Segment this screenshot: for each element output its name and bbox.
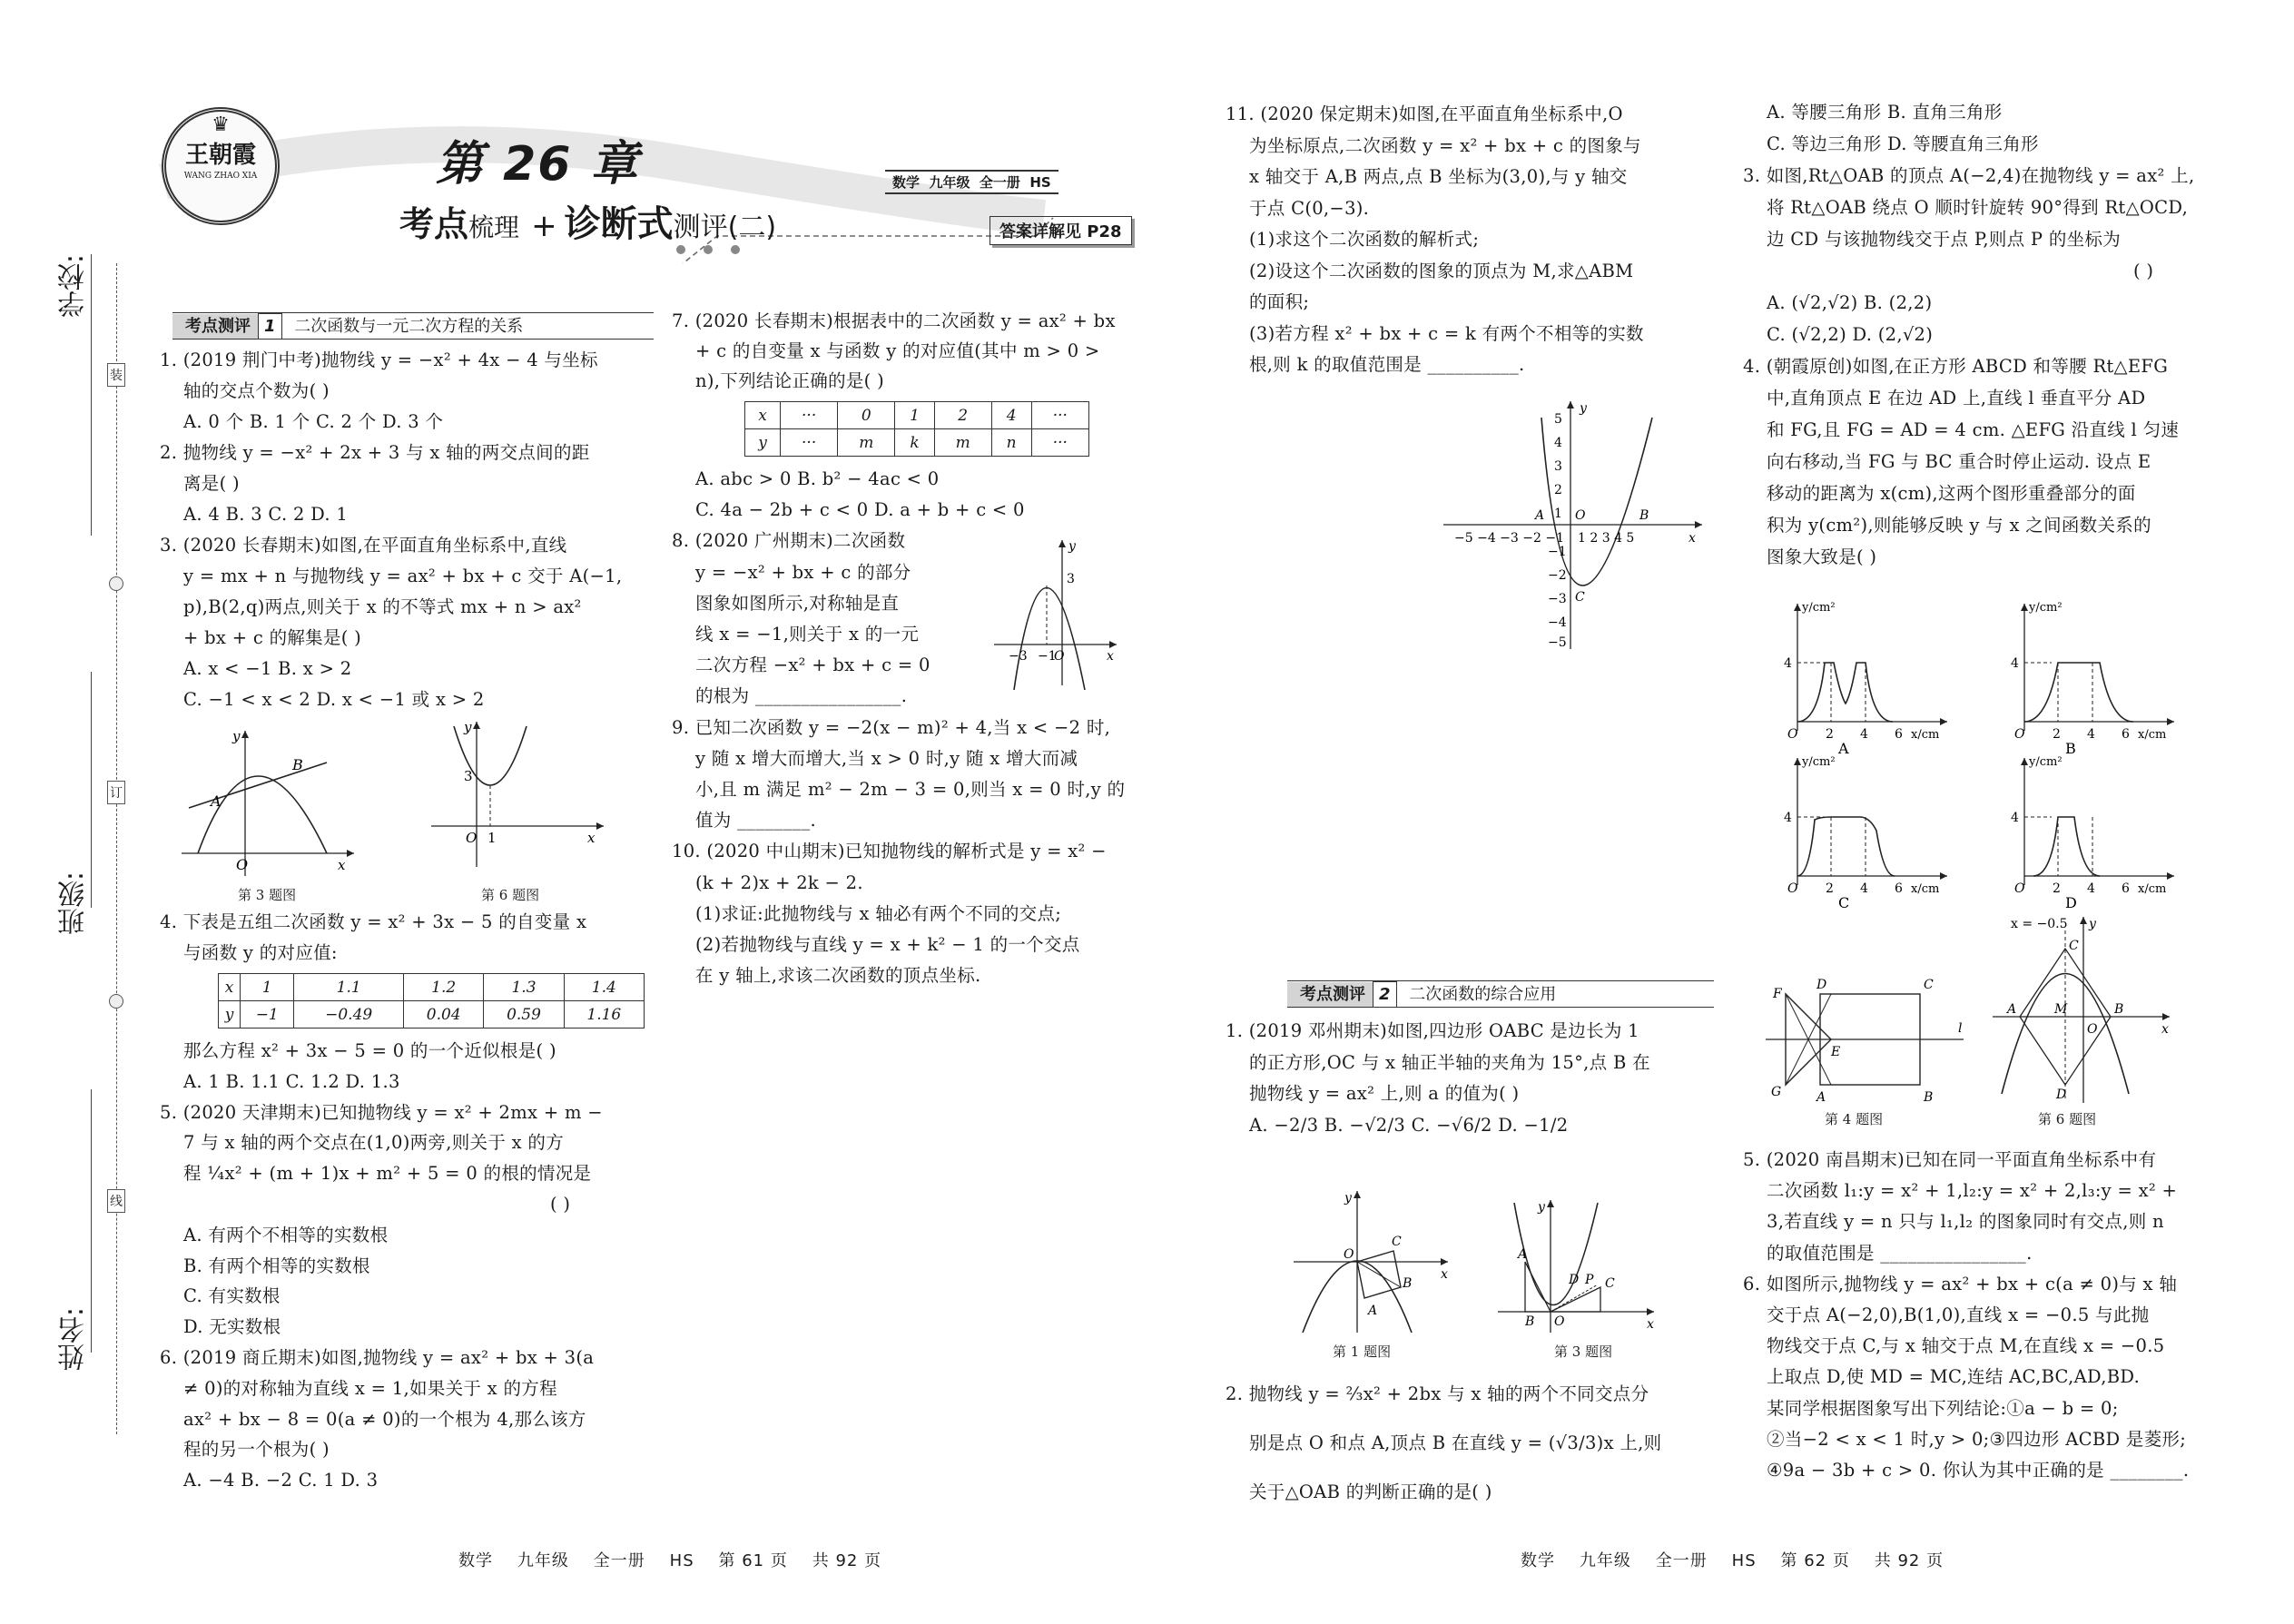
svg-text:B: B <box>1639 508 1649 523</box>
svg-text:O: O <box>1054 649 1065 664</box>
text-line: 二次函数 l₁:y = x² + 1,l₂:y = x² + 2,l₃:y = x² + <box>1767 1180 2178 1202</box>
text-line: A. 1 B. 1.1 C. 1.2 D. 1.3 <box>183 1070 400 1092</box>
text-line: A. 有两个不相等的实数根 <box>183 1224 389 1245</box>
svg-text:A: A <box>1518 1247 1528 1262</box>
text-line: 向右移动,当 FG 与 BC 重合时停止运动. 设点 E <box>1767 451 2151 472</box>
q7-cell: x <box>745 402 781 429</box>
text-line: ( ) <box>2133 261 2154 281</box>
text-line: A. −2/3 B. −√2/3 C. −√6/2 D. −1/2 <box>1249 1114 1569 1136</box>
svg-text:1: 1 <box>1554 507 1562 521</box>
text-line: D. 无实数根 <box>183 1316 281 1338</box>
text-line: A. 等腰三角形 B. 直角三角形 <box>1767 102 2003 123</box>
logo-badge <box>162 107 280 225</box>
text-line: y = mx + n 与抛物线 y = ax² + bx + c 交于 A(−1, <box>183 566 623 586</box>
svg-text:B: B <box>292 756 303 773</box>
text-line: (2)设这个二次函数的图象的顶点为 M,求△ABM <box>1249 260 1634 281</box>
q4-cell: −0.49 <box>294 1001 404 1029</box>
q4-x-axis-label: x/cm <box>2138 882 2167 896</box>
svg-text:A: A <box>1816 1090 1826 1103</box>
svg-text:x: x <box>587 830 596 846</box>
section-1-title: 二次函数与一元二次方程的关系 <box>294 317 524 336</box>
svg-text:O: O <box>1554 1314 1565 1329</box>
binding-mark-1: 装 <box>107 363 125 387</box>
text-line: 值为 ________. <box>695 810 816 832</box>
text-line: 于点 C(0,−3). <box>1249 197 1370 219</box>
logo-crown-icon: ♛ <box>212 113 230 136</box>
text-line: ax² + bx − 8 = 0(a ≠ 0)的一个根为 4,那么该方 <box>183 1408 586 1430</box>
svg-text:3: 3 <box>1554 459 1562 474</box>
q4-y-axis-label: y/cm² <box>2029 601 2063 615</box>
text-line: y = −x² + bx + c 的部分 <box>695 561 911 583</box>
q4-y-axis-label: y/cm² <box>1802 601 1836 615</box>
svg-text:2: 2 <box>1826 881 1834 896</box>
text-line: 与函数 y 的对应值: <box>183 942 338 963</box>
section-bar-1 <box>172 312 654 340</box>
svg-text:6: 6 <box>1895 881 1903 896</box>
subtitle-part-b: 梳理 <box>468 212 520 242</box>
text-line: 某同学根据图象写出下列结论:①a − b = 0; <box>1767 1397 2119 1419</box>
svg-text:A: A <box>2007 1002 2017 1017</box>
text-line: 的取值范围是 ________________. <box>1767 1242 2033 1264</box>
text-line: 在 y 轴上,求该二次函数的顶点坐标. <box>695 965 981 987</box>
text-line: y 随 x 增大而增大,当 x > 0 时,y 随 x 增大而减 <box>695 747 1078 769</box>
chapter-title: 第 26 章 <box>436 137 640 192</box>
svg-text:y: y <box>1538 1200 1545 1215</box>
text-line: 图象大致是( ) <box>1767 546 1877 567</box>
svg-text:3: 3 <box>1067 572 1075 586</box>
school-blank-line <box>91 254 92 536</box>
svg-text:O: O <box>2014 727 2025 742</box>
svg-text:x: x <box>1441 1267 1448 1282</box>
svg-text:4: 4 <box>2011 811 2019 825</box>
text-line: 2. 抛物线 y = −x² + 2x + 3 与 x 轴的两交点间的距 <box>160 442 590 463</box>
text-line: 关于△OAB 的判断正确的是( ) <box>1249 1481 1492 1502</box>
s2-q1-figure <box>1294 1189 1457 1334</box>
text-line: 别是点 O 和点 A,顶点 B 在直线 y = (√3/3)x 上,则 <box>1249 1432 1662 1453</box>
svg-text:−2: −2 <box>1548 568 1567 583</box>
school-label: 学校: <box>58 254 90 319</box>
svg-text:C: C <box>1575 590 1585 605</box>
subtitle-plus: + <box>531 208 557 244</box>
svg-text:O: O <box>1787 727 1798 742</box>
q4-cell: x <box>219 974 241 1001</box>
svg-text:y: y <box>2089 917 2096 931</box>
svg-text:O: O <box>2087 1022 2098 1037</box>
text-line: ②当−2 < x < 1 时,y > 0;③四边形 ACBD 是菱形; <box>1767 1428 2187 1450</box>
text-line: (1)求这个二次函数的解析式; <box>1249 229 1480 250</box>
q8-figure <box>994 536 1121 690</box>
q11-figure <box>1443 399 1716 654</box>
q6b-caption: 第 6 题图 <box>2038 1111 2097 1127</box>
q7-cell: y <box>745 429 781 457</box>
text-line: (2)若抛物线与直线 y = x + k² − 1 的一个交点 <box>695 934 1080 955</box>
q7-value-table <box>744 401 1089 457</box>
subtitle-part-a: 考点 <box>399 204 469 244</box>
svg-text:O: O <box>466 830 478 846</box>
text-line: 为坐标原点,二次函数 y = x² + bx + c 的图象与 <box>1249 134 1641 156</box>
svg-text:−1: −1 <box>1038 649 1057 664</box>
q7-cell: 1 <box>895 402 934 429</box>
q6-caption: 第 6 题图 <box>481 887 540 903</box>
text-line: 程的另一个根为( ) <box>183 1439 330 1461</box>
svg-text:O: O <box>1575 508 1586 523</box>
q11-x-ticks-right: 1 2 3 4 5 <box>1578 531 1635 546</box>
svg-text:O: O <box>1787 881 1798 896</box>
text-line: 10. (2020 中山期末)已知抛物线的解析式是 y = x² − <box>672 841 1107 862</box>
s2-q1-caption: 第 1 题图 <box>1333 1343 1392 1360</box>
text-line: 3. 如图,Rt△OAB 的顶点 A(−2,4)在抛物线 y = ax² 上, <box>1743 165 2195 186</box>
binding-dashed-line <box>116 263 117 1434</box>
text-line: C. (√2,2) D. (2,√2) <box>1767 324 1934 345</box>
text-line: 根,则 k 的取值范围是 __________. <box>1249 354 1525 375</box>
q4-cell: 1.2 <box>404 974 484 1001</box>
s2-q3-figure <box>1498 1198 1661 1334</box>
q4-option-letter: A <box>1838 740 1849 753</box>
svg-text:y: y <box>1580 401 1587 416</box>
section-2-number: 2 <box>1373 981 1397 1008</box>
section-bar-2 <box>1287 980 1714 1008</box>
q4-cell: 1.16 <box>564 1001 644 1029</box>
text-line: 那么方程 x² + 3x − 5 = 0 的一个近似根是( ) <box>183 1040 556 1061</box>
svg-text:F: F <box>1773 987 1782 1001</box>
text-line: 的根为 ________________. <box>695 685 908 707</box>
svg-text:−5: −5 <box>1548 635 1567 650</box>
q7-table-row-x <box>745 402 1089 429</box>
text-line: 线 x = −1,则关于 x 的一元 <box>695 624 920 645</box>
text-line: C. 等边三角形 D. 等腰直角三角形 <box>1767 133 2039 154</box>
svg-text:C: C <box>1605 1276 1615 1291</box>
text-line: 5. (2020 南昌期末)已知在同一平面直角坐标系中有 <box>1743 1149 2157 1170</box>
q7-cell: ··· <box>781 402 838 429</box>
text-line: 和 FG,且 FG = AD = 4 cm. △EFG 沿直线 l 匀速 <box>1767 419 2180 440</box>
q4-table-row-y <box>219 1001 645 1029</box>
text-line: 2. 抛物线 y = ⅔x² + 2bx 与 x 轴的两个不同交点分 <box>1226 1383 1649 1404</box>
q4-option-graph-C <box>1784 749 1956 908</box>
svg-text:C: C <box>1392 1235 1402 1249</box>
text-line: 8. (2020 广州期末)二次函数 <box>672 530 906 552</box>
text-line: 9. 已知二次函数 y = −2(x − m)² + 4,当 x < −2 时, <box>672 716 1111 738</box>
q4-y-axis-label: y/cm² <box>1802 755 1836 769</box>
section-2-title: 二次函数的综合应用 <box>1409 985 1557 1004</box>
text-line: 的面积; <box>1249 291 1310 312</box>
q4-caption: 第 4 题图 <box>1825 1111 1884 1127</box>
svg-text:A: A <box>211 792 222 810</box>
svg-text:C: C <box>2069 939 2079 953</box>
svg-text:P: P <box>1585 1273 1594 1287</box>
svg-text:O: O <box>1344 1247 1354 1262</box>
q4-cell: 1.3 <box>484 974 564 1001</box>
text-line: p),B(2,q)两点,则关于 x 的不等式 mx + n > ax² <box>183 596 582 617</box>
binding-mark-3: 线 <box>107 1189 125 1213</box>
svg-text:A: A <box>1368 1304 1378 1318</box>
svg-text:4: 4 <box>1860 727 1868 742</box>
q4-cell: 1.1 <box>294 974 404 1001</box>
text-line: 程 ¼x² + (m + 1)x + m² + 5 = 0 的根的情况是 <box>183 1163 592 1185</box>
text-line: B. 有两个相等的实数根 <box>183 1255 370 1276</box>
q7-cell: ··· <box>781 429 838 457</box>
text-line: C. −1 < x < 2 D. x < −1 或 x > 2 <box>183 689 485 710</box>
text-line: (3)若方程 x² + bx + c = k 有两个不相等的实数 <box>1249 322 1644 344</box>
text-line: 7 与 x 轴的两个交点在(1,0)两旁,则关于 x 的方 <box>183 1132 565 1154</box>
section-1-tag: 考点测评 <box>172 314 263 339</box>
section-2-tag: 考点测评 <box>1287 982 1378 1007</box>
text-line: A. 4 B. 3 C. 2 D. 1 <box>183 504 349 525</box>
q4-square-figure <box>1766 976 1974 1103</box>
svg-text:6: 6 <box>2122 881 2130 896</box>
svg-text:2: 2 <box>1554 483 1562 497</box>
svg-text:l: l <box>1958 1021 1963 1036</box>
text-line: 11. (2020 保定期末)如图,在平面直角坐标系中,O <box>1226 103 1623 124</box>
logo-subtext: WANG ZHAO XIA <box>183 172 258 181</box>
footer-left: 数学 九年级 全一册 HS 第 61 页 共 92 页 <box>458 1551 882 1570</box>
text-line: 5. (2020 天津期末)已知抛物线 y = x² + 2mx + m − <box>160 1101 603 1123</box>
subtitle-part-e: 测评(二) <box>673 212 777 243</box>
svg-text:x: x <box>1647 1317 1654 1332</box>
svg-text:x: x <box>1107 649 1114 664</box>
q6-figure <box>431 717 613 871</box>
q4-cell: −1 <box>241 1001 294 1029</box>
q4-cell: 1 <box>241 974 294 1001</box>
text-line: A. (√2,√2) B. (2,2) <box>1767 292 1933 313</box>
svg-text:D: D <box>2056 1088 2067 1102</box>
text-line: 离是( ) <box>183 473 240 494</box>
q7-cell: k <box>895 429 934 457</box>
section-1-number: 1 <box>258 313 282 340</box>
svg-text:4: 4 <box>1784 656 1792 671</box>
section-subtitle <box>399 195 776 247</box>
q4-x-axis-label: x/cm <box>1911 728 1940 742</box>
svg-text:2: 2 <box>2053 881 2061 896</box>
text-line: 上取点 D,使 MD = MC,连结 AC,BC,AD,BD. <box>1767 1366 2141 1388</box>
text-line: A. x < −1 B. x > 2 <box>183 658 352 679</box>
binding-hole-1 <box>109 576 123 591</box>
svg-text:4: 4 <box>1784 811 1792 825</box>
text-line: 中,直角顶点 E 在边 AD 上,直线 l 垂直平分 AD <box>1767 388 2146 408</box>
text-line: 移动的距离为 x(cm),这两个图形重叠部分的面 <box>1767 483 2136 504</box>
svg-text:A: A <box>1535 508 1545 523</box>
svg-text:x: x <box>1689 531 1696 546</box>
text-line: (k + 2)x + 2k − 2. <box>695 871 863 893</box>
svg-text:6: 6 <box>2122 727 2130 742</box>
text-line: x 轴交于 A,B 两点,点 B 坐标为(3,0),与 y 轴交 <box>1249 166 1628 187</box>
svg-text:4: 4 <box>1860 881 1868 896</box>
q4-y-axis-label: y/cm² <box>2029 755 2063 769</box>
text-line: ( ) <box>550 1194 571 1215</box>
binding-mark-2: 订 <box>107 781 125 804</box>
svg-text:5: 5 <box>1554 412 1562 427</box>
svg-text:1: 1 <box>487 830 497 846</box>
q4-cell: y <box>219 1001 241 1029</box>
q4-option-letter: C <box>1838 894 1850 908</box>
svg-text:D: D <box>1569 1273 1580 1287</box>
text-line: 交于点 A(−2,0),B(1,0),直线 x = −0.5 与此抛 <box>1767 1304 2150 1325</box>
text-line: ≠ 0)的对称轴为直线 x = 1,如果关于 x 的方程 <box>183 1377 557 1399</box>
text-line: A. abc > 0 B. b² − 4ac < 0 <box>695 468 940 489</box>
q7-cell: 2 <box>934 402 991 429</box>
svg-text:D: D <box>1816 978 1827 992</box>
q7-cell: 4 <box>991 402 1031 429</box>
text-line: + c 的自变量 x 与函数 y 的对应值(其中 m > 0 > <box>695 340 1100 361</box>
q4-table-row-x <box>219 974 645 1001</box>
s2-q3-caption: 第 3 题图 <box>1554 1343 1613 1360</box>
svg-text:2: 2 <box>1826 727 1834 742</box>
name-label: 姓名: <box>58 1307 90 1372</box>
svg-text:−1: −1 <box>1548 545 1567 559</box>
svg-text:4: 4 <box>2087 881 2095 896</box>
text-line: 小,且 m 满足 m² − 2m − 3 = 0,则当 x = 0 时,y 的 <box>695 779 1126 800</box>
svg-text:y: y <box>1068 539 1076 554</box>
logo-text: 王朝霞 <box>184 142 256 169</box>
q7-cell: ··· <box>1031 429 1088 457</box>
q4-cell: 0.04 <box>404 1001 484 1029</box>
text-line: 4. 下表是五组二次函数 y = x² + 3x − 5 的自变量 x <box>160 911 587 932</box>
svg-text:−4: −4 <box>1548 615 1567 630</box>
q4-x-axis-label: x/cm <box>1911 882 1940 896</box>
text-line: 抛物线 y = ax² 上,则 a 的值为( ) <box>1249 1083 1520 1104</box>
svg-text:3: 3 <box>464 768 473 784</box>
svg-text:−3: −3 <box>1548 592 1567 606</box>
svg-text:y: y <box>464 719 472 735</box>
q6-rhombus-figure <box>1993 908 2174 1107</box>
text-line: 1. (2019 荆门中考)抛物线 y = −x² + 4x − 4 与坐标 <box>160 349 598 370</box>
text-line: 6. 如图所示,抛物线 y = ax² + bx + c(a ≠ 0)与 x 轴 <box>1743 1273 2178 1294</box>
q4-cell: 0.59 <box>484 1001 564 1029</box>
svg-text:B: B <box>2114 1002 2124 1017</box>
text-line: (1)求证:此抛物线与 x 轴必有两个不同的交点; <box>695 902 1062 924</box>
text-line: 边 CD 与该抛物线交于点 P,则点 P 的坐标为 <box>1767 229 2122 250</box>
q6-line-label: x = −0.5 <box>2011 917 2068 931</box>
text-line: 图象如图所示,对称轴是直 <box>695 592 900 614</box>
svg-text:4: 4 <box>2011 656 2019 671</box>
q7-table-row-y <box>745 429 1089 457</box>
text-line: 4. (朝霞原创)如图,在正方形 ABCD 和等腰 Rt△EFG <box>1743 356 2169 377</box>
q7-cell: n <box>991 429 1031 457</box>
svg-text:G: G <box>1771 1085 1782 1099</box>
footer-right: 数学 九年级 全一册 HS 第 62 页 共 92 页 <box>1521 1551 1944 1570</box>
q11-x-ticks-left: −5 −4 −3 −2 −1 <box>1454 531 1564 546</box>
svg-text:B: B <box>1403 1276 1413 1291</box>
q4-value-table <box>218 973 645 1029</box>
text-line: A. 0 个 B. 1 个 C. 2 个 D. 3 个 <box>183 411 444 432</box>
text-line: 二次方程 −x² + bx + c = 0 <box>695 655 930 676</box>
q7-cell: m <box>934 429 991 457</box>
binding-hole-2 <box>109 994 123 1009</box>
text-line: 轴的交点个数为( ) <box>183 380 330 401</box>
svg-text:C: C <box>1924 978 1934 992</box>
q3-figure <box>182 726 363 881</box>
q7-cell: 0 <box>838 402 895 429</box>
text-line: 6. (2019 商丘期末)如图,抛物线 y = ax² + bx + 3(a <box>160 1347 595 1368</box>
svg-text:4: 4 <box>2087 727 2095 742</box>
text-line: 3. (2020 长春期末)如图,在平面直角坐标系中,直线 <box>160 535 567 556</box>
text-line: C. 4a − 2b + c < 0 D. a + b + c < 0 <box>695 499 1025 521</box>
text-line: n),下列结论正确的是( ) <box>695 370 884 391</box>
text-line: A. −4 B. −2 C. 1 D. 3 <box>183 1470 379 1491</box>
q4-option-graph-A <box>1784 595 1956 753</box>
svg-text:y: y <box>232 728 241 744</box>
svg-text:x: x <box>2161 1022 2169 1037</box>
text-line: ④9a − 3b + c > 0. 你认为其中正确的是 ________. <box>1767 1460 2190 1481</box>
text-line: 3,若直线 y = n 只与 l₁,l₂ 的图象同时有交点,则 n <box>1767 1211 2164 1233</box>
q4-cell: 1.4 <box>564 974 644 1001</box>
q4-option-graph-D <box>2011 749 2183 908</box>
svg-text:2: 2 <box>2053 727 2061 742</box>
q4-option-graph-B <box>2011 595 2183 753</box>
name-blank-line <box>91 1089 92 1353</box>
text-line: C. 有实数根 <box>183 1285 281 1307</box>
svg-text:4: 4 <box>1554 436 1562 450</box>
svg-text:x: x <box>338 857 346 873</box>
text-line: 物线交于点 C,与 x 轴交于点 M,在直线 x = −0.5 <box>1767 1335 2165 1357</box>
q4-x-axis-label: x/cm <box>2138 728 2167 742</box>
book-info-bar: 数学 九年级 全一册 HS <box>885 170 1058 194</box>
subtitle-part-d: 诊断式 <box>564 203 674 245</box>
svg-text:O: O <box>2014 881 2025 896</box>
answer-reference-box: 答案详解见 P28 <box>989 216 1132 245</box>
q7-cell: ··· <box>1031 402 1088 429</box>
text-line: 的正方形,OC 与 x 轴正半轴的夹角为 15°,点 B 在 <box>1249 1051 1650 1073</box>
class-blank-line <box>91 672 92 908</box>
q4-option-letter: D <box>2065 894 2077 908</box>
text-line: 将 Rt△OAB 绕点 O 顺时针旋转 90°得到 Rt△OCD, <box>1767 197 2189 218</box>
svg-text:y: y <box>1344 1191 1352 1206</box>
q3-caption: 第 3 题图 <box>238 887 297 903</box>
text-line: 积为 y(cm²),则能够反映 y 与 x 之间函数关系的 <box>1767 515 2151 536</box>
svg-text:M: M <box>2054 1002 2068 1017</box>
text-line: + bx + c 的解集是( ) <box>183 627 362 648</box>
q4-option-letter: B <box>2065 740 2076 753</box>
svg-text:E: E <box>1831 1045 1841 1059</box>
class-label: 班级: <box>58 871 90 936</box>
svg-text:−3: −3 <box>1009 649 1028 664</box>
svg-text:6: 6 <box>1895 727 1903 742</box>
svg-text:B: B <box>1525 1314 1535 1329</box>
text-line: 7. (2020 长春期末)根据表中的二次函数 y = ax² + bx <box>672 310 1116 331</box>
svg-text:B: B <box>1924 1090 1934 1103</box>
q7-cell: m <box>838 429 895 457</box>
svg-text:O: O <box>236 856 249 873</box>
text-line: 1. (2019 邓州期末)如图,四边形 OABC 是边长为 1 <box>1226 1020 1639 1041</box>
